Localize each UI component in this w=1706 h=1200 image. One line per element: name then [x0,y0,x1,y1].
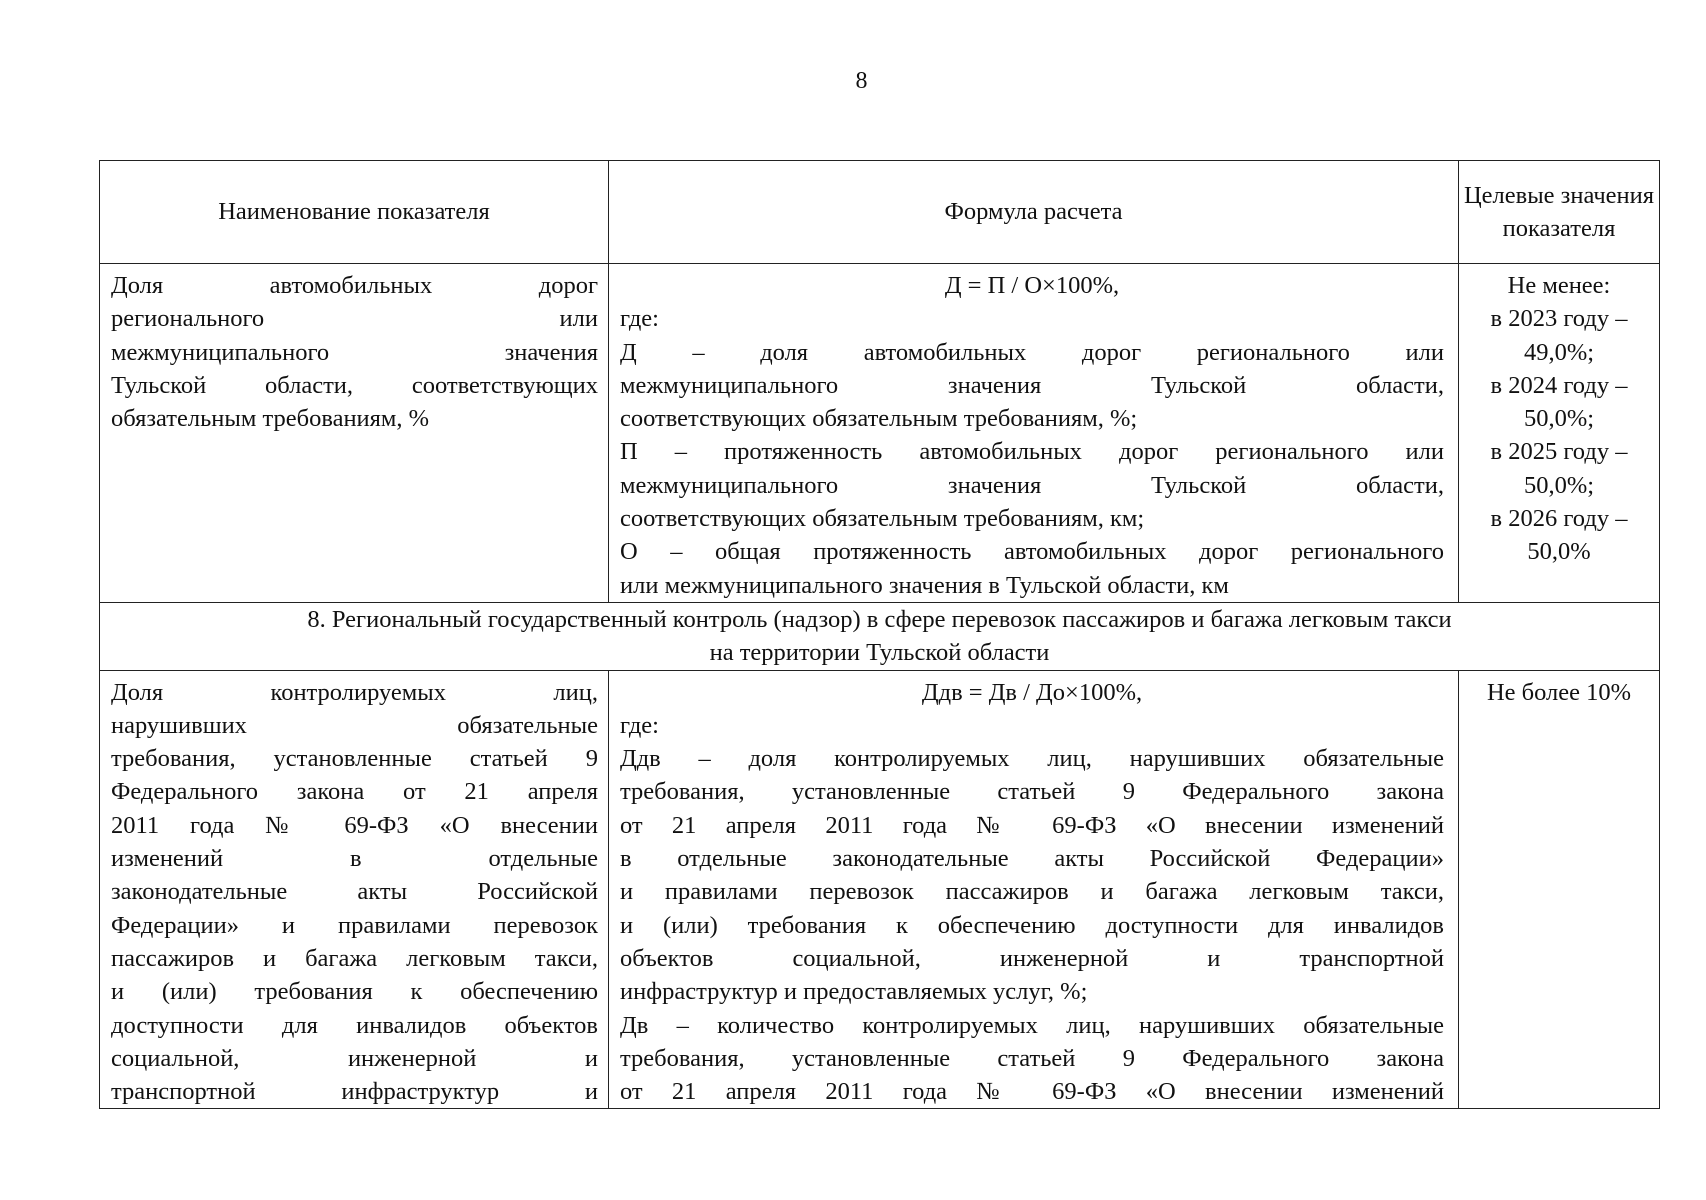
indicators-table [99,160,1660,1109]
text-line: в 2025 году – [1490,438,1628,466]
text-line: изменений в отдельные [111,845,598,873]
text-line: в 2023 году – [1490,305,1628,333]
text-line: объектов социальной, инженерной и транспортной [620,944,1444,972]
header-formula: Формула расчета [609,161,1459,264]
text-line: требования, установленные статьей 9 Федерального закона [620,778,1444,806]
text-line: требования, установленные статьей 9 [111,745,598,773]
text-line: Федерального закона от 21 апреля [111,778,598,806]
text-line: инфраструктур и предоставляемых услуг, %; [620,978,1088,1006]
text-line: в 2024 году – [1490,371,1628,399]
formula-cell [609,264,1459,603]
text-line: 2011 года № 69-ФЗ «О внесении [111,811,598,839]
table-row [100,670,1660,1109]
indicator-name-cell [100,264,609,603]
text-line: социальной, инженерной и [111,1044,598,1072]
text-line: Не более 10% [1486,678,1632,706]
text-line: транспортной инфраструктур и [111,1078,598,1106]
indicator-name-cell [100,670,609,1109]
target-values-cell [1459,264,1660,603]
text-line: Федерации» и правилами перевозок [111,911,598,939]
table-row [100,264,1660,603]
text-line: в отдельные законодательные акты Российской Федерации» [620,845,1444,873]
text-line: от 21 апреля 2011 года № 69-ФЗ «О внесении изменений [620,811,1444,839]
text-line: 49,0%; [1523,338,1595,366]
text-line: обязательным требованиям, % [111,405,430,433]
text-line: соответствующих обязательным требованиям, км; [620,505,1145,533]
text-line: законодательные акты Российской [111,878,598,906]
text-line: на территории Тульской области [709,639,1050,667]
text-line: Не менее: [1507,272,1611,299]
text-line: О – общая протяженность автомобильных дорог регионального [620,538,1444,566]
header-target-values: Целевые значения показателя [1459,161,1660,264]
text-line: требования, установленные статьей 9 Федерального закона [620,1044,1444,1072]
text-line: и (или) требования к обеспечению [111,978,598,1006]
text-line: регионального или [111,305,598,333]
text-line: Доля автомобильных дорог [111,272,598,299]
text-line: или межмуниципального значения в Тульской области, км [620,571,1229,599]
text-line: П – протяженность автомобильных дорог регионального или [620,438,1444,466]
formula-equation: Д = П / О×100%, [944,272,1120,299]
text-line: 50,0%; [1523,405,1595,433]
formula-cell [609,670,1459,1109]
text-line: 50,0%; [1523,471,1595,499]
text-line: межмуниципального значения Тульской области, [620,471,1444,499]
text-line: где: [620,711,659,739]
text-line: и (или) требования к обеспечению доступности для инвалидов [620,911,1444,939]
text-line: и правилами перевозок пассажиров и багажа легковым такси, [620,878,1444,906]
text-line: в 2026 году – [1490,505,1628,533]
text-line: 8. Региональный государственный контроль (надзор) в сфере перевозок пассажиров и багажа легковым такси [307,605,1452,633]
section-heading-row [100,602,1660,670]
formula-equation: Ддв = Дв / До×100%, [921,678,1143,706]
text-line: доступности для инвалидов объектов [111,1011,598,1039]
text-line: нарушивших обязательные [111,711,598,739]
table-header-row [100,161,1660,264]
text-line: Тульской области, соответствующих [111,371,598,399]
target-values-cell [1459,670,1660,1109]
text-line: Дв – количество контролируемых лиц, нарушивших обязательные [620,1011,1444,1039]
text-line: 50,0% [1527,538,1591,566]
page-number: 8 [855,68,868,94]
text-line: Д – доля автомобильных дорог регионального или [620,338,1444,366]
text-line: межмуниципального значения Тульской области, [620,371,1444,399]
text-line: пассажиров и багажа легковым такси, [111,944,598,972]
text-line: Доля контролируемых лиц, [111,678,598,706]
section-heading [100,602,1660,670]
text-line: соответствующих обязательным требованиям, %; [620,405,1138,433]
header-indicator-name: Наименование показателя [100,161,609,264]
text-line: где: [620,305,659,333]
text-line: от 21 апреля 2011 года № 69-ФЗ «О внесении изменений [620,1078,1444,1106]
text-line: межмуниципального значения [111,338,598,366]
text-line: Ддв – доля контролируемых лиц, нарушивших обязательные [620,745,1444,773]
